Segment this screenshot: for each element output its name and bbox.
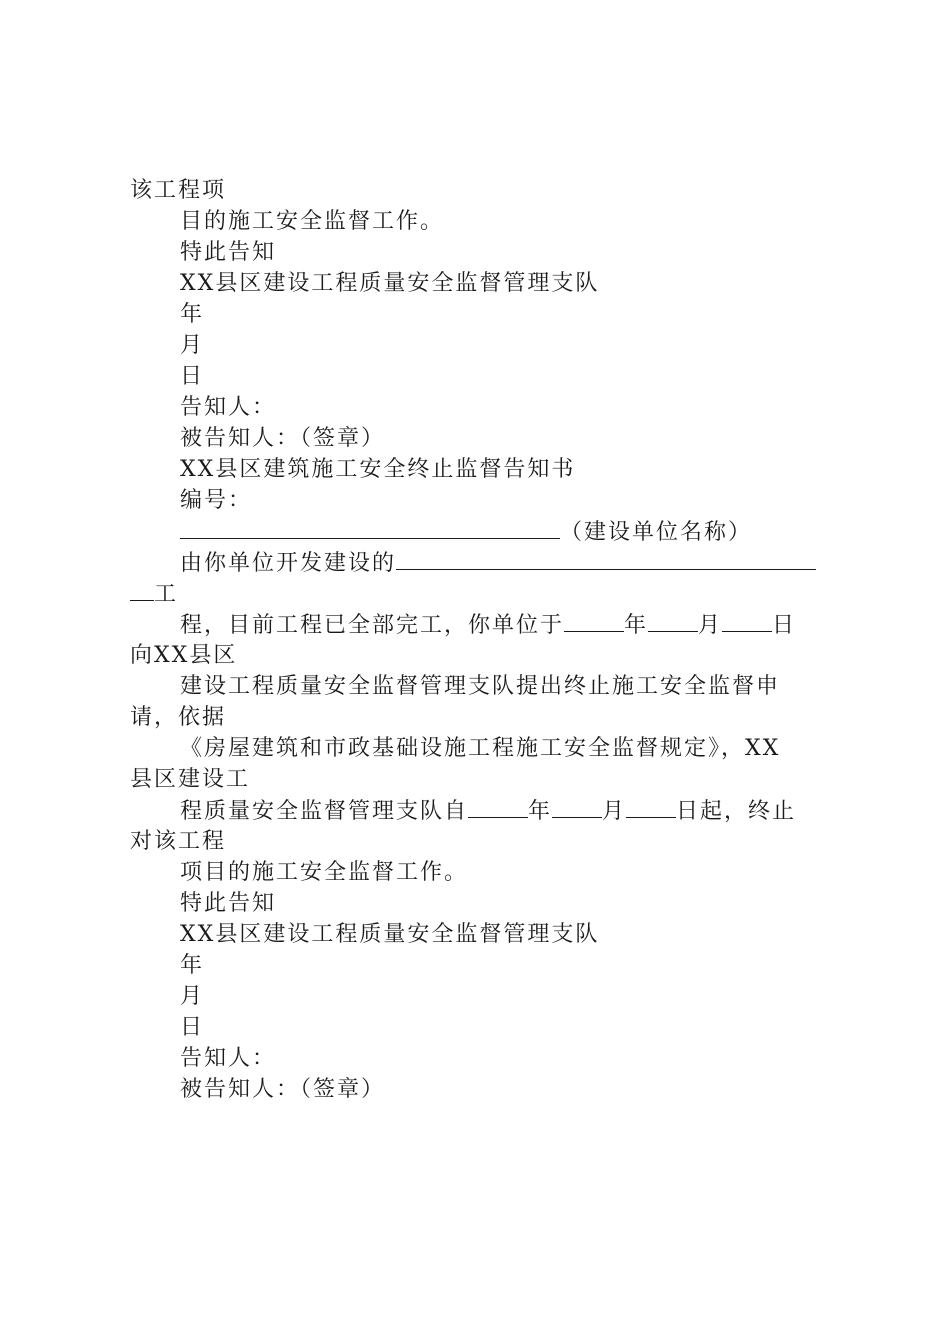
text-line [180, 1012, 204, 1044]
text-fragment: 月 [180, 333, 205, 358]
text-fragment: 建设工程质量安全监督管理支队提出终止施工安全监督申 [180, 674, 781, 699]
text-fragment: 日起，终止 [676, 799, 797, 824]
text-fragment: XX县区建设工程质量安全监督管理支队 [180, 271, 600, 296]
text-line [130, 175, 226, 207]
blank-underline [564, 609, 624, 632]
text-line [180, 919, 599, 951]
text-fragment: 由你单位开发建设的 [180, 551, 397, 576]
text-line [130, 702, 226, 734]
text-line [180, 1043, 276, 1075]
text-fragment: 告知人： [180, 1046, 277, 1071]
text-line [180, 237, 276, 269]
text-line [180, 857, 468, 889]
text-line [180, 888, 276, 920]
text-line [180, 299, 204, 331]
text-line [130, 578, 178, 610]
blank-underline [468, 795, 528, 818]
text-fragment: 被告知人：（签章） [180, 426, 386, 451]
text-line [180, 1074, 385, 1106]
text-fragment: 《房屋建筑和市政基础设施工程施工安全监督规定》，XX [180, 736, 781, 761]
text-line [130, 826, 226, 858]
text-line [180, 268, 599, 300]
text-fragment: 向XX县区 [130, 643, 238, 668]
text-line [180, 950, 204, 982]
text-fragment: 目的施工安全监督工作。 [180, 209, 445, 234]
text-line [130, 640, 237, 672]
text-line [130, 764, 250, 796]
text-fragment: 年 [528, 799, 553, 824]
text-line [180, 671, 780, 703]
text-fragment: 月 [698, 613, 723, 638]
text-line [180, 423, 385, 455]
text-fragment: 编号： [180, 488, 253, 513]
blank-underline [626, 795, 676, 818]
text-fragment: 年 [180, 953, 205, 978]
text-fragment: 该工程项 [130, 178, 227, 203]
text-fragment: 年 [180, 302, 205, 327]
text-line [180, 981, 204, 1013]
text-fragment: 日 [772, 613, 797, 638]
text-line [180, 361, 204, 393]
blank-underline [648, 609, 698, 632]
text-fragment: 告知人： [180, 395, 277, 420]
text-fragment: XX县区建筑施工安全终止监督告知书 [180, 457, 576, 482]
text-fragment: 月 [180, 984, 205, 1009]
blank-underline [396, 547, 816, 570]
text-line [180, 206, 444, 238]
text-fragment: 年 [624, 613, 649, 638]
text-fragment: 月 [602, 799, 627, 824]
text-fragment: 日 [180, 364, 205, 389]
blank-underline [130, 578, 154, 601]
text-line [180, 516, 752, 548]
text-fragment: 程，目前工程已全部完工，你单位于 [180, 613, 565, 638]
text-fragment: 请，依据 [130, 705, 227, 730]
text-fragment: 对该工程 [130, 829, 227, 854]
text-line [180, 609, 796, 641]
blank-underline [552, 795, 602, 818]
text-line [180, 392, 276, 424]
text-fragment: 程质量安全监督管理支队自 [180, 799, 469, 824]
text-fragment: 特此告知 [180, 240, 277, 265]
text-fragment: 工 [154, 582, 179, 607]
text-line [180, 795, 796, 827]
text-fragment: 特此告知 [180, 891, 277, 916]
blank-underline [722, 609, 772, 632]
text-line [180, 485, 252, 517]
text-line [180, 454, 575, 486]
text-fragment: 县区建设工 [130, 767, 251, 792]
text-line [180, 733, 780, 765]
text-fragment: （建设单位名称） [560, 520, 753, 545]
text-fragment: 日 [180, 1015, 205, 1040]
text-fragment: 项目的施工安全监督工作。 [180, 860, 469, 885]
text-fragment: XX县区建设工程质量安全监督管理支队 [180, 922, 600, 947]
text-line [180, 330, 204, 362]
blank-underline [180, 516, 560, 539]
text-fragment: 被告知人：（签章） [180, 1077, 386, 1102]
text-line [180, 547, 816, 579]
